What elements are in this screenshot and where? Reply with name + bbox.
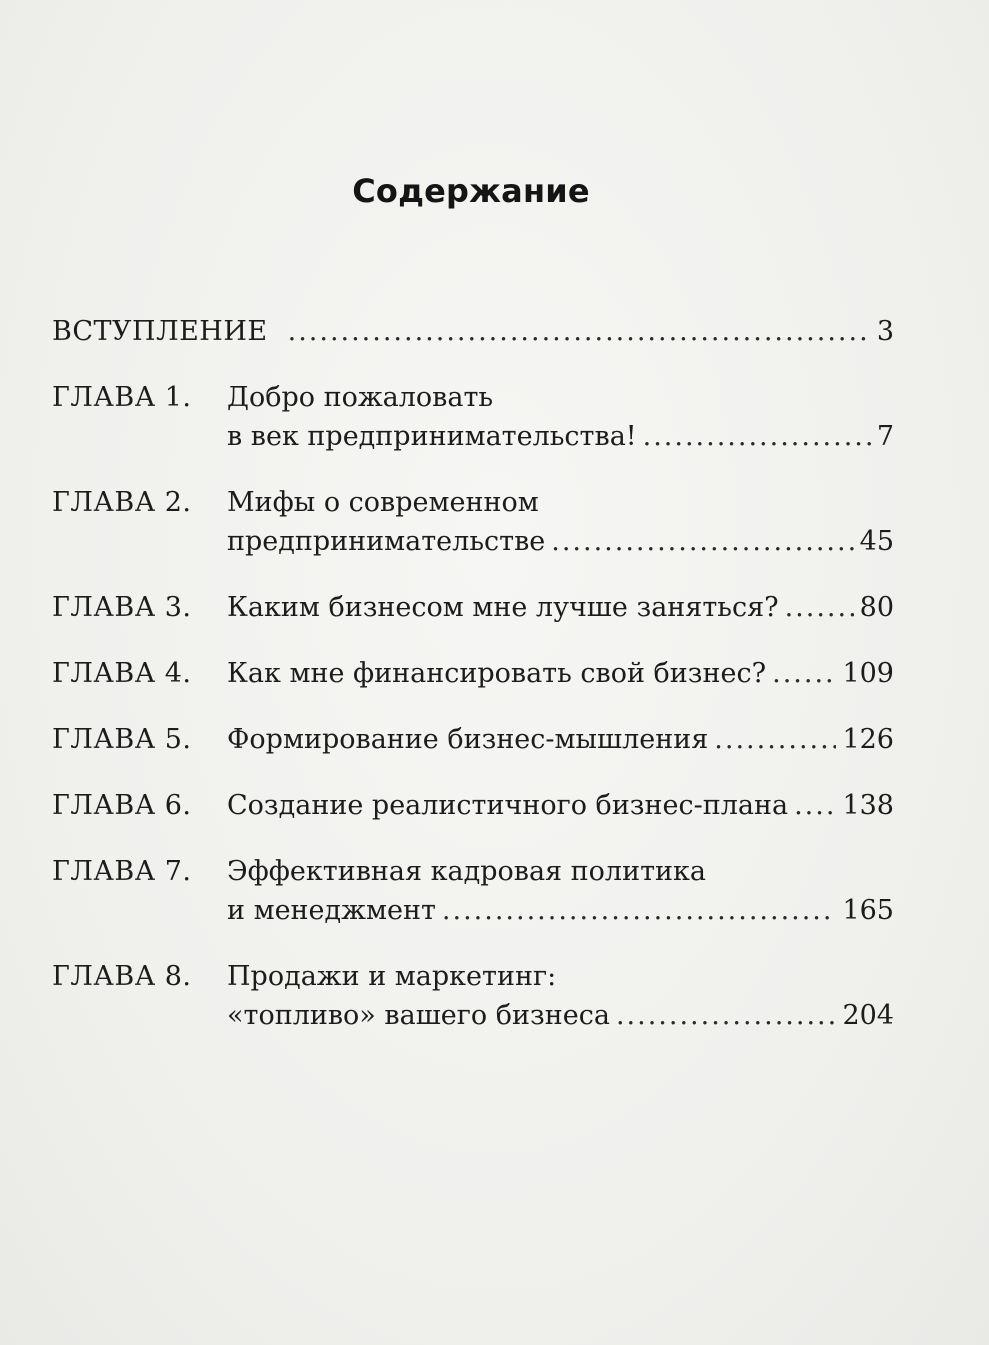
toc-entry-last-line (227, 654, 894, 693)
toc-entry-chapter-1 (52, 378, 894, 456)
toc-page-number: 204 (842, 1000, 894, 1031)
toc-entry-last-line (227, 720, 894, 759)
toc-entry-title-line: Каким бизнесом мне лучше заняться? (227, 592, 779, 623)
dot-leader (772, 654, 836, 693)
toc-page-number: 138 (842, 790, 894, 821)
toc-entry-body (227, 378, 894, 456)
toc-entry-last-line (227, 786, 894, 825)
toc-entry-last-line (227, 996, 894, 1035)
page-title: Содержание (352, 172, 590, 210)
toc-entry-label: ВСТУПЛЕНИЕ (52, 316, 268, 347)
toc-entry-last-line (227, 417, 894, 456)
dot-leader (616, 996, 837, 1035)
toc-entry-last-line (227, 891, 894, 930)
toc-entry-title-line: Как мне финансировать свой бизнес? (227, 658, 767, 689)
toc-page-number: 109 (842, 658, 894, 689)
toc-entry-label: ГЛАВА 7. (52, 856, 192, 887)
toc-entry-label: ГЛАВА 5. (52, 724, 192, 755)
toc-entry-chapter-8 (52, 957, 894, 1035)
toc-page-number: 3 (876, 316, 894, 347)
dot-leader (551, 522, 853, 561)
toc-entry-label: ГЛАВА 8. (52, 961, 192, 992)
toc-entry-label: ГЛАВА 3. (52, 592, 192, 623)
toc-entry-title-line: Создание реалистичного бизнес-плана (227, 790, 789, 821)
toc-entry-chapter-6 (52, 786, 894, 825)
toc-entry-chapter-4 (52, 654, 894, 693)
toc-entry-title-line: Эффективная кадровая политика (227, 856, 706, 887)
toc-entry-title-line: и менеджмент (227, 895, 436, 926)
toc-entry-body (227, 852, 894, 930)
toc-entry-title-line: Продажи и маркетинг: (227, 961, 557, 992)
dot-leader (643, 417, 871, 456)
toc-entry-chapter-2 (52, 483, 894, 561)
toc-entry-last-line (227, 588, 894, 627)
toc-entry-label: ГЛАВА 4. (52, 658, 192, 689)
toc-entry-title-line: Формирование бизнес-мышления (227, 724, 709, 755)
dot-leader (785, 588, 854, 627)
toc-entry-chapter-5 (52, 720, 894, 759)
toc-entry-last-line (227, 522, 894, 561)
toc-entry-title-line: в век предпринимательства! (227, 421, 637, 452)
toc-entry-title-line: Мифы о современном (227, 487, 539, 518)
toc-entry-chapter-3 (52, 588, 894, 627)
dot-leader (794, 786, 836, 825)
toc-entry-title-line: Добро пожаловать (227, 382, 494, 413)
toc-entry-label: ГЛАВА 2. (52, 487, 192, 518)
toc-page-number: 165 (842, 895, 894, 926)
toc-entry-chapter-7 (52, 852, 894, 930)
toc-entry-title-line: предпринимательстве (227, 526, 546, 557)
toc-page-number: 80 (859, 592, 894, 623)
toc-entry-intro (52, 312, 894, 351)
dot-leader (288, 312, 871, 351)
toc-entry-body (282, 312, 894, 351)
toc-entry-body (227, 957, 894, 1035)
dot-leader (442, 891, 837, 930)
toc-page-number: 45 (859, 526, 894, 557)
toc-page-number: 7 (876, 421, 894, 452)
toc-entry-label: ГЛАВА 1. (52, 382, 192, 413)
toc-page-number: 126 (842, 724, 894, 755)
dot-leader (714, 720, 836, 759)
toc-entry-label: ГЛАВА 6. (52, 790, 192, 821)
table-of-contents (52, 312, 894, 1035)
toc-entry-body (227, 483, 894, 561)
toc-entry-title-line: «топливо» вашего бизнеса (227, 1000, 610, 1031)
